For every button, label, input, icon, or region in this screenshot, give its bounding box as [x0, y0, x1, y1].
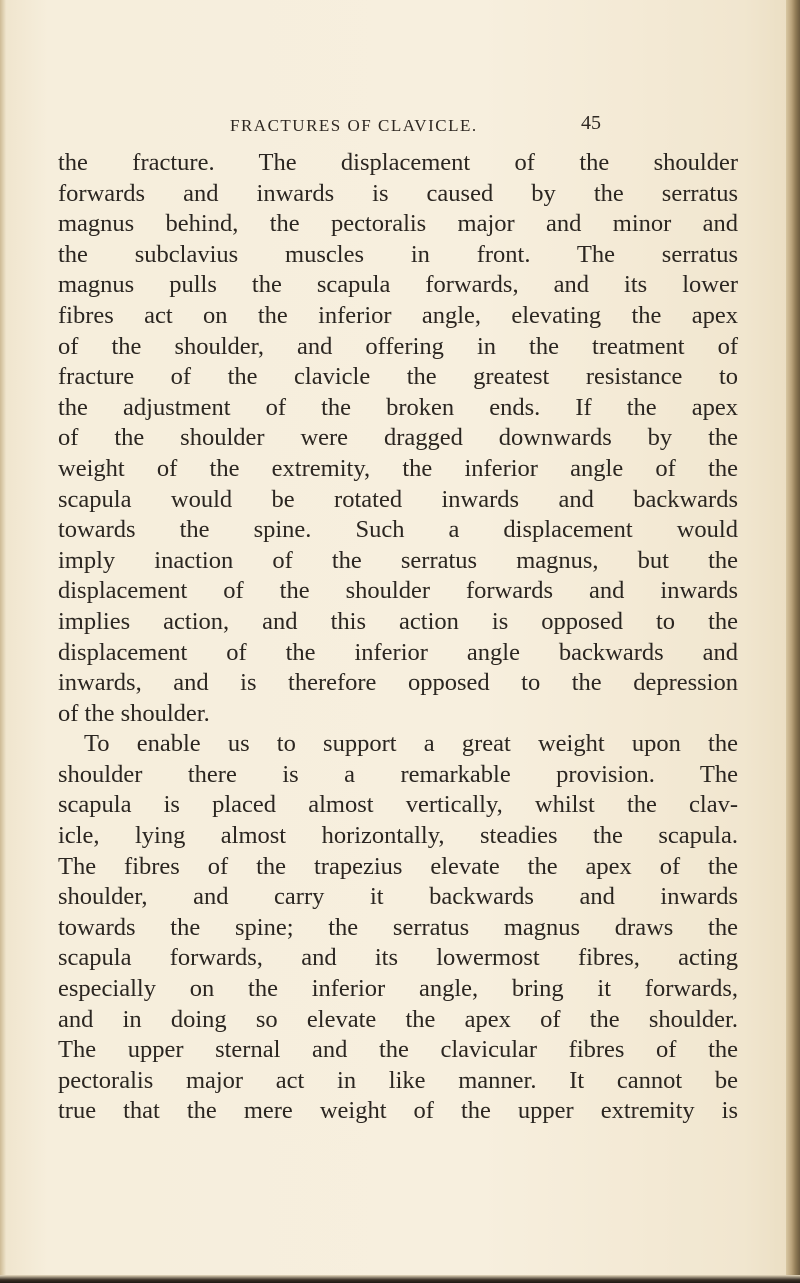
text-line: and in doing so elevate the apex of the shoulder. — [58, 1005, 738, 1033]
text-line: forwards and inwards is caused by the serratus — [58, 179, 738, 207]
text-line: displacement of the inferior angle backwards and — [58, 638, 738, 666]
page-number: 45 — [581, 112, 601, 134]
page-edge-right — [786, 0, 800, 1283]
text-line: displacement of the shoulder forwards and inwards — [58, 577, 738, 605]
text-line: magnus pulls the scapula forwards, and its lower — [58, 271, 738, 299]
text-line: the fracture. The displacement of the shoulder — [58, 149, 738, 176]
text-line: the subclavius muscles in front. The serratus — [58, 240, 738, 268]
text-line: towards the spine. Such a displacement would — [58, 516, 738, 544]
text-line: The upper sternal and the clavicular fibres of the — [58, 1036, 738, 1064]
text-line: of the shoulder. — [58, 699, 210, 727]
text-line: towards the spine; the serratus magnus draws the — [58, 913, 738, 941]
text-line: scapula forwards, and its lowermost fibres, acting — [58, 944, 738, 972]
page-edge-bottom — [0, 1275, 800, 1283]
text-line: fracture of the clavicle the greatest resistance to — [58, 363, 738, 391]
body-text — [58, 148, 738, 1127]
text-line: true that the mere weight of the upper extremity is — [58, 1097, 738, 1125]
text-line: fibres act on the inferior angle, elevating the apex — [58, 301, 738, 329]
text-line: imply inaction of the serratus magnus, but the — [58, 546, 738, 574]
text-line: of the shoulder were dragged downwards by the — [58, 424, 738, 452]
text-line: icle, lying almost horizontally, steadies the scapula. — [58, 822, 738, 850]
page-edge-left — [0, 0, 6, 1283]
text-line: To enable us to support a great weight upon the — [84, 730, 738, 758]
text-line: inwards, and is therefore opposed to the depression — [58, 669, 738, 697]
text-line: of the shoulder, and offering in the treatment of — [58, 332, 738, 360]
text-line: the adjustment of the broken ends. If the apex — [58, 393, 738, 421]
text-line: scapula is placed almost vertically, whilst the clav- — [58, 791, 738, 819]
text-line: shoulder there is a remarkable provision. The — [58, 760, 738, 788]
text-line: especially on the inferior angle, bring it forwards, — [58, 975, 738, 1003]
text-line: The fibres of the trapezius elevate the apex of the — [58, 852, 738, 880]
text-line: scapula would be rotated inwards and backwards — [58, 485, 738, 513]
text-line: implies action, and this action is opposed to the — [58, 607, 738, 635]
text-line: weight of the extremity, the inferior angle of the — [58, 454, 738, 482]
text-line: shoulder, and carry it backwards and inwards — [58, 883, 738, 911]
running-head: FRACTURES OF CLAVICLE. — [230, 116, 478, 135]
text-line: magnus behind, the pectoralis major and minor and — [58, 210, 738, 238]
text-line: pectoralis major act in like manner. It cannot be — [58, 1066, 738, 1094]
